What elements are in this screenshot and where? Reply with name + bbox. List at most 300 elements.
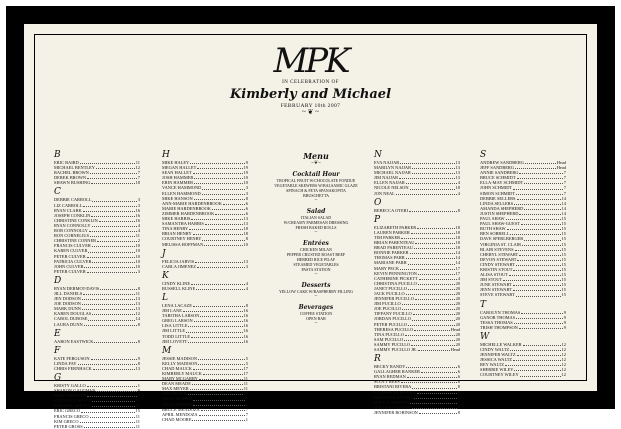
dot-leader [524, 236, 560, 240]
flourish-ornament-icon: ~ ❦ ~ [302, 108, 319, 116]
guest-name: JOE DODSON [54, 301, 81, 307]
guest-name: SHARON GAUGHAN [54, 388, 96, 394]
guest-row [162, 286, 248, 291]
section-letter: L [162, 292, 168, 303]
table-number: 13 [455, 160, 460, 165]
table-number: 13 [243, 258, 248, 264]
guest-name: GANOR THOMAS [480, 314, 516, 320]
dot-leader [402, 306, 454, 310]
section-letter: N [374, 150, 382, 160]
dot-leader [183, 308, 243, 312]
guest-name: KIMBERLY MAUCK [162, 371, 202, 376]
guest-name: CHAD MOORE [162, 416, 192, 422]
dot-leader [215, 211, 244, 215]
table-number: 16 [135, 217, 140, 223]
guest-name: JUNE STEWART [480, 282, 512, 288]
dot-leader [510, 231, 560, 235]
guest-row [54, 180, 140, 185]
table-number: 11 [135, 413, 140, 419]
dot-leader [513, 185, 563, 189]
guest-name: LIZ CARROLL [54, 202, 83, 208]
flourish-ornament-icon: ~ [314, 230, 318, 235]
guest-row [54, 424, 140, 429]
guest-name: SAM PUCILLO [374, 336, 404, 342]
section-letter: H [162, 150, 170, 160]
table-number: 10 [243, 241, 248, 247]
dot-leader [194, 196, 245, 200]
table-number: 17 [455, 265, 460, 271]
table-number: 3 [245, 185, 248, 191]
table-number: 20 [455, 306, 460, 312]
dot-leader [82, 296, 135, 300]
menu-item: ITALIAN SALAD [300, 215, 332, 220]
table-number: 12 [561, 347, 566, 352]
dot-leader [516, 262, 561, 266]
dot-leader [411, 230, 455, 234]
guest-name: PATRICIA CULVER [54, 258, 92, 264]
table-number: 14 [455, 250, 460, 256]
table-number: 6 [457, 364, 460, 370]
guest-name: VICKI MORRIS [162, 401, 193, 407]
guest-name: ERIC BAIRD [54, 160, 79, 165]
guest-name: DEREK BROWN [54, 175, 87, 181]
dot-leader [521, 221, 561, 225]
dot-leader [513, 282, 561, 286]
table-number: 8 [457, 409, 460, 415]
table-number: 15 [561, 226, 566, 232]
dot-leader [202, 236, 244, 240]
guest-name: BONNIE PARKER [374, 250, 409, 256]
dot-leader [400, 160, 454, 164]
guest-name: RYAN DERMOT-DAVIS [54, 285, 100, 291]
dot-leader [84, 322, 137, 326]
table-number: 20 [455, 280, 460, 286]
couple-names: Kimberly and Michael [229, 87, 392, 102]
guest-row [162, 417, 248, 422]
dot-leader [186, 328, 243, 332]
guest-name: GALLAGHER RANKER [374, 369, 420, 375]
guest-name: MICHELLE WALKER [480, 341, 522, 347]
dot-leader [204, 242, 242, 246]
guest-name: TRISH THOMPSON [480, 324, 518, 330]
table-number: 1 [245, 401, 248, 407]
guest-name: DAVID ROBINSON [374, 404, 412, 410]
dot-leader [513, 267, 560, 271]
dot-leader [396, 191, 457, 195]
menu-item: FRESH BAKED ROLLS [295, 225, 337, 230]
dot-leader [202, 185, 244, 189]
guest-name: JOE PUCILLO [374, 306, 402, 312]
guest-name: CHRIS FERNHACK [54, 365, 92, 371]
guest-name: ERIN HAMMER [162, 180, 194, 186]
table-number: 6 [245, 200, 248, 206]
table-number: 20 [455, 285, 460, 291]
guest-name: BRIAN PARENTEAU [374, 240, 415, 246]
dot-leader [419, 276, 457, 280]
table-number: 3 [137, 197, 140, 203]
table-number: 6 [457, 379, 460, 385]
menu-section-title: Salad [306, 208, 326, 215]
table-number: 6 [245, 210, 248, 216]
guest-name: TESSA THOMAS [480, 319, 513, 325]
table-number: 16 [135, 212, 140, 218]
guest-row [54, 269, 140, 274]
table-number: 16 [135, 207, 140, 213]
menu-item: OPEN BAR [306, 316, 326, 321]
section-letter: T [480, 299, 487, 310]
table-number: 12 [561, 341, 566, 347]
guest-name: KAREN DOUGLAS [54, 311, 92, 317]
guest-name: CINDY STEWART [480, 261, 515, 267]
guest-name: BRAD PARENTEAU [374, 245, 413, 251]
table-number: 19 [243, 170, 248, 176]
guest-name: CHRISTINA PUCILLO [374, 280, 417, 286]
guest-name: RYAN REDMAN [374, 374, 406, 380]
section-letter: P [374, 214, 381, 225]
dot-leader [506, 216, 561, 220]
dot-leader [90, 170, 137, 174]
guest-name: KEVIN PENNINGTON [374, 270, 417, 276]
dot-leader [188, 323, 242, 327]
dot-leader [194, 175, 242, 179]
table-number: 7 [137, 170, 140, 176]
table-number: 18 [135, 180, 140, 186]
guest-name: MIKE GRIFFITH [54, 393, 87, 399]
dot-leader [100, 286, 137, 290]
guest-name: JILL DANIELS [54, 290, 83, 296]
guest-name: TIFFANY PUCILLO [374, 311, 412, 317]
menu-item: PASTA STATION [301, 267, 331, 272]
table-number: 13 [135, 296, 140, 302]
table-number: 1 [137, 383, 140, 388]
dot-leader [525, 160, 556, 164]
table-number: 20 [455, 311, 460, 317]
dot-leader [195, 259, 242, 263]
dot-leader [91, 180, 134, 184]
guest-name: JON NEAL [374, 190, 395, 196]
dot-leader [513, 357, 561, 361]
table-number: 9 [137, 388, 140, 394]
dot-leader [514, 367, 560, 371]
table-number: 5 [245, 355, 248, 361]
dot-leader [409, 208, 457, 212]
table-number: 15 [561, 241, 566, 247]
dot-leader [190, 160, 245, 164]
menu-item: CHICKEN MILAN [300, 247, 332, 252]
guest-name: LAUREN PARKER [374, 229, 410, 235]
dot-leader [94, 339, 136, 343]
guest-name: DEAN MEADE [162, 381, 191, 387]
dot-leader [84, 424, 135, 428]
table-number: 8 [137, 360, 140, 366]
guest-name: MIKE HANSON [162, 195, 193, 201]
guest-name: THOMAS PARR [374, 255, 405, 261]
dot-leader [412, 384, 456, 388]
table-number: 20 [455, 301, 460, 307]
dot-leader [83, 203, 136, 207]
table-number: 4 [137, 228, 140, 234]
dot-leader [412, 170, 455, 174]
guest-name: CHAD MORRIS [162, 396, 193, 402]
guest-row [480, 292, 566, 297]
table-number: 11 [135, 290, 140, 296]
table-number: 18 [455, 240, 460, 246]
dot-leader [90, 233, 135, 237]
guest-name: MARIANE PARR [374, 260, 407, 266]
table-number: 15 [561, 231, 566, 237]
table-number: 1 [245, 416, 248, 422]
dot-leader [81, 408, 135, 412]
guest-name: COURTNEY WILEY [480, 372, 519, 378]
dot-leader [87, 393, 137, 397]
guest-row [374, 208, 460, 213]
guest-name: BRUCE SCHMIDT [480, 175, 516, 181]
dot-leader [83, 208, 135, 212]
guest-name: ZIMMER HARDENBROOK [162, 210, 215, 216]
dot-leader [88, 248, 134, 252]
dot-leader [193, 366, 243, 370]
guest-name: VANCE HAMMOND [162, 185, 202, 191]
dot-leader [92, 243, 135, 247]
dot-leader [192, 417, 244, 421]
table-number: 7 [563, 175, 566, 181]
table-number: 4 [457, 275, 460, 281]
dot-leader [516, 315, 563, 319]
dot-leader [509, 272, 561, 276]
table-number: 8 [245, 236, 248, 242]
flourish-ornament-icon: ~ [314, 321, 318, 326]
dot-leader [513, 287, 561, 291]
dot-leader [78, 361, 137, 365]
table-number: 6 [457, 369, 460, 375]
menu-item: HERBED RICE PILAF [296, 257, 336, 262]
dot-leader [193, 396, 244, 400]
guest-name: REY WALTZ [480, 362, 505, 368]
table-number: 11 [135, 423, 140, 429]
dot-leader [524, 180, 563, 184]
dot-leader [199, 376, 243, 380]
dot-leader [505, 362, 561, 366]
menu-item: W/CREAMY PARMESAN DRESSING [283, 220, 349, 225]
table-number: 19 [243, 165, 248, 171]
menu-item: TROPICAL FRUIT W/CHOCOLATE FONDUE [276, 178, 356, 183]
dot-leader [82, 301, 135, 305]
dot-leader [92, 311, 134, 315]
table-number: 20 [455, 296, 460, 302]
table-number: 18 [243, 231, 248, 237]
guest-name: RUSSELL KLINE [162, 285, 196, 291]
dot-leader [417, 225, 454, 229]
dot-leader [193, 402, 245, 406]
table-number: 10 [243, 180, 248, 186]
guest-name: KRISTY GALLO [54, 383, 86, 388]
dot-leader [412, 405, 457, 409]
table-number: 7 [245, 406, 248, 412]
in-celebration-label: IN CELEBRATION OF [282, 80, 339, 85]
table-number: 8 [457, 399, 460, 405]
table-number: Head [556, 160, 566, 165]
guest-name: MARY PECK [374, 265, 400, 271]
table-number: 12 [561, 372, 566, 378]
table-number: 4 [457, 180, 460, 186]
table-number: 2 [137, 238, 140, 244]
table-number: 7 [563, 190, 566, 196]
guest-name: EVA NAJJAR [374, 160, 400, 165]
guest-row [162, 264, 248, 269]
guest-name: ELLEN HAMMOND [162, 190, 201, 196]
dot-leader [517, 196, 561, 200]
guest-row [54, 339, 140, 344]
guest-name: DEVON STEWART [480, 256, 517, 262]
dot-leader [510, 347, 560, 351]
guest-name: JIM STOUT [480, 277, 503, 283]
guest-name: THERESA PUCILLO [374, 326, 414, 332]
dot-leader [87, 269, 137, 273]
guest-name: KRISTIN STOUT [480, 266, 513, 272]
guest-name: ERIC GRECO [54, 408, 80, 414]
table-number: 4 [137, 222, 140, 228]
dot-leader [99, 218, 135, 222]
dot-leader [93, 366, 135, 370]
guest-name: FRANCIS GRECO [54, 413, 89, 419]
guest-name: JESSIE MADISON [162, 355, 198, 361]
dot-leader [412, 316, 455, 320]
table-number: 15 [135, 408, 140, 414]
menu-item: PEPPER CRUSTED ROAST BEEF [286, 252, 346, 257]
table-number: 16 [243, 338, 248, 344]
guest-name: CAROL DUBOSE [54, 316, 88, 322]
dot-leader [414, 245, 455, 249]
dot-leader [408, 260, 455, 264]
dot-leader [406, 291, 455, 295]
monogram: MPK [273, 41, 348, 81]
dot-leader [514, 320, 563, 324]
table-number: 7 [563, 185, 566, 191]
dot-leader [410, 400, 457, 404]
dot-leader [401, 235, 455, 239]
guest-name: PETER GROSS [54, 423, 83, 429]
guest-name: RON CORNELIUS [54, 233, 90, 239]
menu-section-title: Beverages [298, 304, 334, 311]
guest-name: APRIL MENDOZA [162, 411, 198, 417]
dot-leader [521, 310, 562, 314]
table-number: 20 [455, 336, 460, 342]
guest-name: BRUCE MENDOZA [162, 406, 200, 412]
guest-row [54, 322, 140, 327]
table-number: 12 [561, 357, 566, 363]
table-number: 11 [135, 418, 140, 424]
table-number: 15 [135, 403, 140, 409]
dot-leader [97, 238, 137, 242]
guest-name: JOSH HAMMER [162, 175, 194, 181]
table-number: 10 [135, 263, 140, 269]
table-number: 17 [243, 365, 248, 371]
guest-name: CATHERINE RIVERA [374, 389, 416, 395]
table-number: 8 [457, 384, 460, 390]
guest-name: TINA HENRY [162, 226, 189, 232]
dot-leader [88, 316, 134, 320]
guest-name: CATHERINE PICKETT [374, 275, 418, 281]
guest-column-4 [480, 151, 566, 378]
event-date: FEBRUARY 10th 2007 [280, 103, 341, 109]
table-number: 9 [563, 314, 566, 320]
dot-leader [212, 206, 245, 210]
guest-name: CHRISTINE CONNER [54, 238, 97, 244]
dot-leader [408, 322, 455, 326]
table-number: 16 [243, 333, 248, 339]
guest-name: PETER CULVER [54, 268, 86, 274]
table-number: 13 [135, 365, 140, 371]
guest-name: RUTH SHAW [480, 226, 506, 232]
dot-leader [87, 383, 137, 387]
dot-leader [91, 356, 137, 360]
dot-leader [519, 252, 560, 256]
section-letter: R [374, 354, 381, 365]
table-number: 15 [561, 266, 566, 272]
table-number: 1 [245, 396, 248, 402]
dot-leader [223, 201, 245, 205]
table-number: 7 [563, 170, 566, 176]
dot-leader [92, 403, 135, 407]
dot-leader [96, 388, 136, 392]
dot-leader [200, 313, 242, 317]
black-border-frame [6, 6, 615, 429]
dot-leader [191, 281, 245, 285]
table-number: 7 [245, 411, 248, 417]
dot-leader [189, 226, 242, 230]
menu-item: SPINACH & FETA SPANAKOPITA [286, 188, 346, 193]
dot-leader [503, 277, 560, 281]
menu-section-title: Entrées [303, 240, 329, 247]
dot-leader [412, 165, 455, 169]
table-number: 18 [455, 245, 460, 251]
guest-name: KATE FERGUSON [54, 355, 90, 361]
table-number: 9 [245, 160, 248, 165]
table-number: 15 [561, 282, 566, 288]
table-number: 4 [245, 285, 248, 291]
dot-leader [399, 175, 455, 179]
table-number: 7 [563, 180, 566, 186]
guest-name: LINDA FAY [54, 360, 77, 366]
guest-name: MEGAN HALLET [162, 165, 197, 171]
table-number: 15 [561, 256, 566, 262]
dot-leader [205, 221, 243, 225]
dot-leader [407, 374, 457, 378]
guest-name: DEBBIE SELLERS [480, 195, 516, 201]
guest-name: JIM LOVETT [162, 338, 188, 344]
guest-name: DAVE SPERLBERGER [480, 236, 524, 242]
guest-name: LINDA SELLERS [480, 200, 514, 206]
menu-item: COFFEE STATION [299, 311, 333, 316]
guest-name: LAURA DUNN [54, 321, 83, 327]
guest-name: SHERRIE WILEY [480, 367, 514, 373]
guest-name: ELLA-MAY SCHMIDT [480, 180, 524, 186]
dot-leader [523, 342, 561, 346]
table-number: 3 [245, 263, 248, 269]
dot-leader [197, 165, 242, 169]
guest-name: COURTNEY HENRY [162, 236, 202, 242]
guest-name: ANN-MARIE HARDENBROOK [162, 200, 222, 206]
table-number: 12 [135, 311, 140, 317]
guest-name: CAROLYN THOMAS [480, 309, 521, 315]
table-number: 11 [243, 391, 248, 397]
guest-name: SEAN HALLET [162, 170, 192, 176]
guest-name: AMANDA SHEPHERD [480, 205, 524, 211]
dot-leader [193, 303, 245, 307]
dot-leader [418, 347, 450, 351]
guest-name: PAUL SHAW-GUEST [480, 221, 520, 227]
table-number: 11 [135, 160, 140, 165]
